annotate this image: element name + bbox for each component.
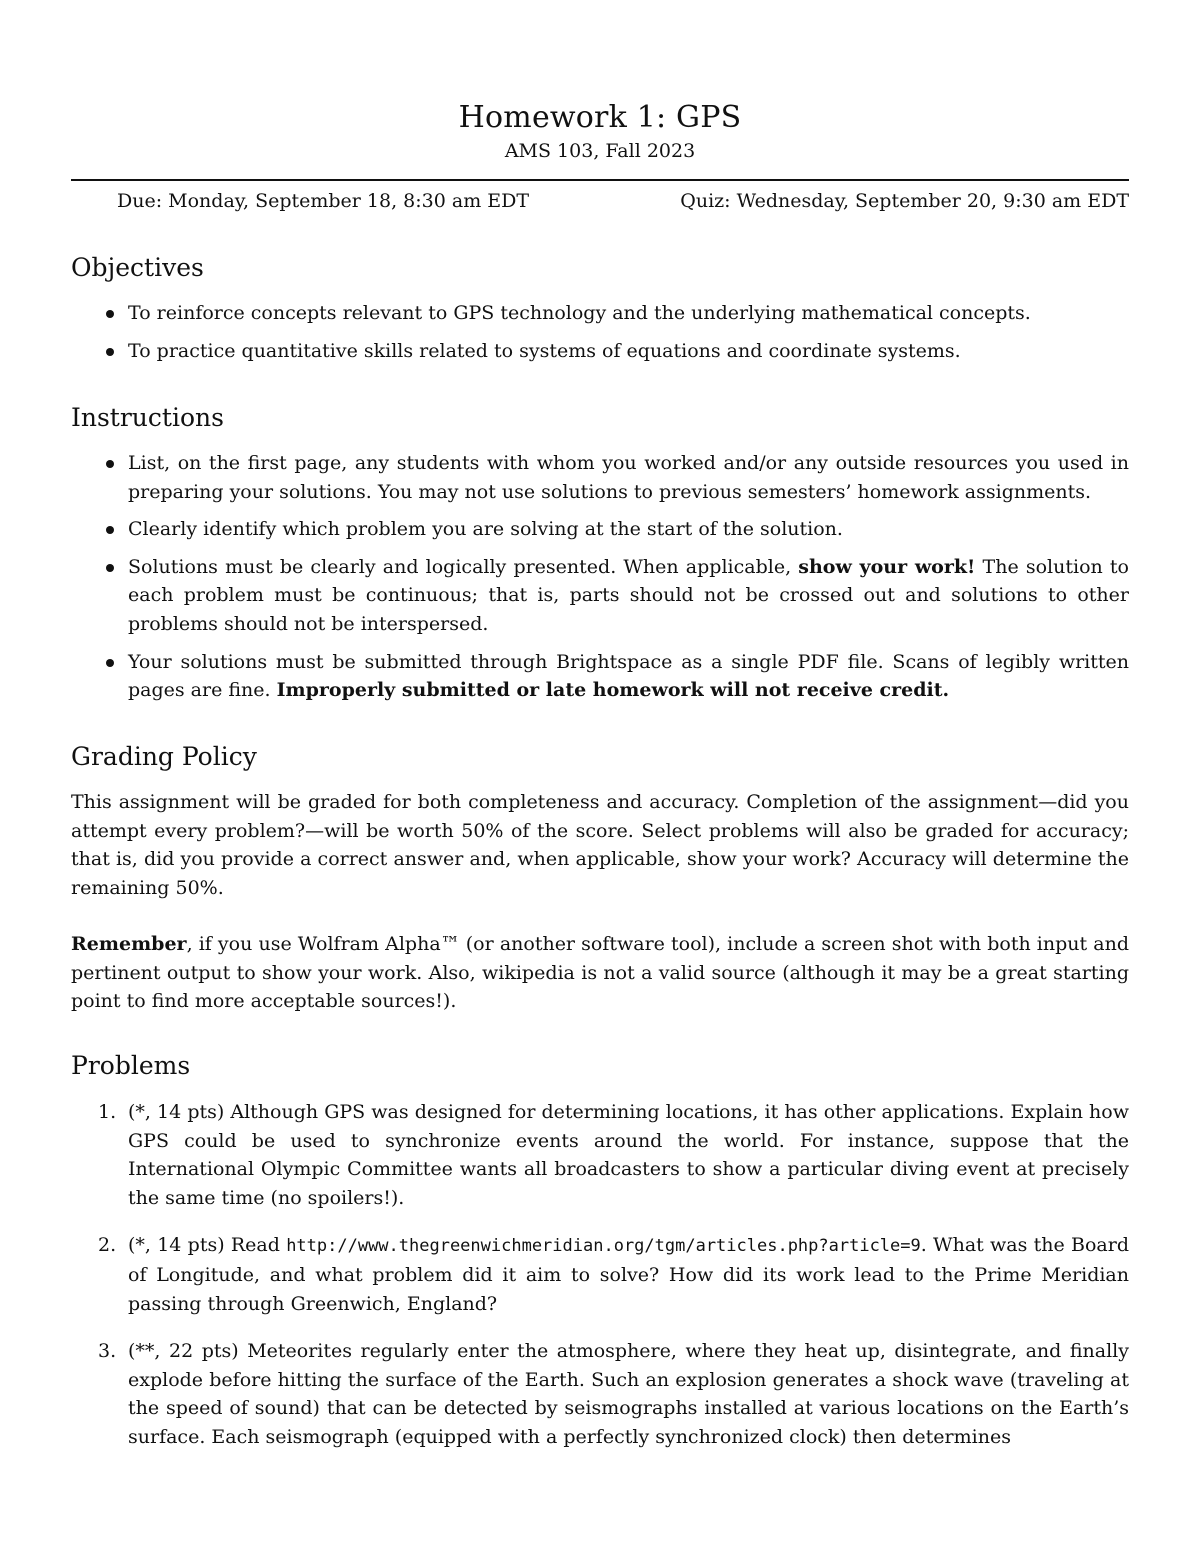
date-line bbox=[117, 190, 1129, 212]
list-item bbox=[71, 648, 1129, 705]
problem-number: 2. bbox=[98, 1234, 117, 1257]
problem-item bbox=[71, 1231, 1129, 1318]
list-item: To practice quantitative skills related to systems of equations and coordinate systems. bbox=[71, 337, 1129, 366]
instruction-text: Solutions must be clearly and logically presented. When applicable, bbox=[128, 555, 799, 578]
objectives-heading: Objectives bbox=[71, 253, 204, 282]
problem-text: . What was the Board of Longitude, and what problem did it aim to solve? How did its work lead to the Prime Meridian passing through Greenwich, England? bbox=[128, 1234, 1129, 1315]
list-item: Clearly identify which problem you are solving at the start of the solution. bbox=[71, 515, 1129, 544]
due-date: Due: Monday, September 18, 8:30 am EDT bbox=[117, 190, 530, 212]
grading-paragraph: This assignment will be graded for both completeness and accuracy. Completion of the assignment—did you attempt every problem?—will be worth 50% of the score. Select problems will also be graded for accuracy; that is, did you provide a correct answer and, when applicable, show your work? Accuracy will determine the remaining 50%. bbox=[71, 791, 1129, 899]
problem-item bbox=[71, 1098, 1129, 1212]
instruction-text: Your solutions must be submitted through Brightspace as a single PDF file. Scans of legibly written pages are fine. bbox=[128, 650, 1129, 702]
problem-text: (*, 14 pts) Although GPS was designed for determining locations, it has other applications. Explain how GPS could be used to synchronize events around the world. For instance, suppose that the International Olympic Committee wants all broadcasters to show a particular diving event at precisely the same time (no spoilers!). bbox=[128, 1101, 1129, 1209]
quiz-date: Quiz: Wednesday, September 20, 9:30 am EDT bbox=[680, 190, 1129, 212]
remember-text: , if you use Wolfram Alpha™ (or another software tool), include a screen shot with both input and pertinent output to show your work. Also, wikipedia is not a valid source (although it may be a great starting point to find more acceptable sources!). bbox=[71, 933, 1129, 1013]
list-item: List, on the first page, any students with whom you worked and/or any outside resources you used in preparing your solutions. You may not use solutions to previous semesters’ homework assignments. bbox=[71, 449, 1129, 506]
instructions-heading: Instructions bbox=[71, 403, 224, 432]
header-rule bbox=[71, 179, 1129, 181]
objectives-list bbox=[71, 299, 1129, 374]
remember-paragraph bbox=[71, 930, 1129, 1016]
problem-number: 1. bbox=[98, 1101, 117, 1123]
emphasis: Remember bbox=[71, 933, 187, 955]
problems-list bbox=[71, 1098, 1129, 1471]
grading-heading: Grading Policy bbox=[71, 742, 257, 771]
instruction-text: The solution to each problem must be continuous; that is, parts should not be crossed out and solutions to other problems should not be interspersed. bbox=[128, 555, 1129, 635]
article-link[interactable]: http://www.thegreenwichmeridian.org/tgm/articles.php?article=9 bbox=[286, 1236, 921, 1257]
problem-text: (*, 14 pts) Read bbox=[128, 1234, 287, 1257]
page-title: Homework 1: GPS bbox=[458, 100, 742, 135]
emphasis: show your work! bbox=[798, 555, 976, 578]
problem-number: 3. bbox=[98, 1340, 117, 1363]
list-item: To reinforce concepts relevant to GPS technology and the underlying mathematical concepts. bbox=[71, 299, 1129, 328]
problem-text: (**, 22 pts) Meteorites regularly enter the atmosphere, where they heat up, disintegrate, and finally explode before hitting the surface of the Earth. Such an explosion generates a shock wave (traveling at the speed of sound) that can be detected by seismographs installed at various locations on the Earth’s surface. Each seismograph (equipped with a perfectly synchronized clock) then determines bbox=[128, 1340, 1129, 1448]
course-subtitle: AMS 103, Fall 2023 bbox=[504, 140, 696, 162]
problems-heading: Problems bbox=[71, 1051, 191, 1080]
instructions-list bbox=[71, 449, 1129, 714]
emphasis: Improperly submitted or late homework will not receive credit. bbox=[276, 679, 950, 702]
problem-item bbox=[71, 1337, 1129, 1451]
list-item bbox=[71, 553, 1129, 639]
